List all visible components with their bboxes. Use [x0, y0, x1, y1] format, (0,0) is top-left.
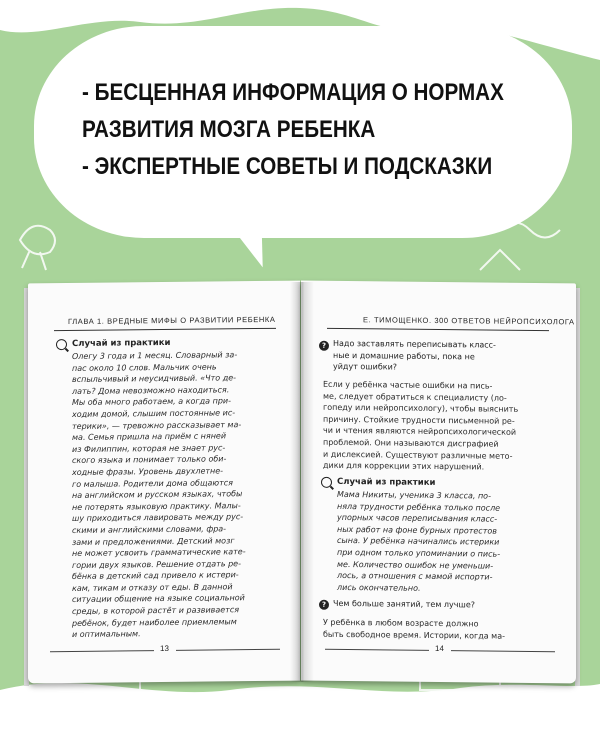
- text-line: причину. Стойкие трудности письменной ре-: [323, 414, 515, 426]
- text-line: ходные фразы. Уровень двухлетне-: [72, 466, 224, 477]
- text-line: лось, а отношения с мамой испорти-: [337, 571, 493, 582]
- text-line: У ребёнка в любом возрасте должно: [323, 617, 479, 629]
- right-page-number: 14: [435, 643, 444, 654]
- right-page-footer: [325, 643, 555, 657]
- text-line: шу приходиться лавировать между рус-: [72, 512, 244, 524]
- footer-rule: [325, 649, 429, 651]
- text-line: ме, следует обратиться к специалисту (ло-: [323, 391, 507, 403]
- text-line: гопеду или нейропсихологу), чтобы выяснить: [323, 402, 519, 415]
- text-line: ма. Семья пришла на приём с няней: [72, 431, 227, 443]
- text-line: ходим домой, слышим постоянные ис-: [72, 408, 236, 419]
- text-line: из Филиппин, которая не знает рус-: [72, 443, 226, 454]
- text-line: терики», — тревожно рассказывает ма-: [72, 419, 242, 431]
- text-line: ные и домашние работы, пока не: [333, 350, 475, 361]
- text-line: пас около 10 слов. Мальчик очень: [72, 362, 217, 373]
- text-line: Если у ребёнка частые ошибки на пись-: [323, 379, 493, 391]
- bubble-line-1: - БЕСЦЕННАЯ ИНФОРМАЦИЯ О НОРМАХ: [82, 79, 504, 106]
- right-running-head: Е. ТИМОЩЕНКО. 300 ОТВЕТОВ НЕЙРОПСИХОЛОГА: [363, 315, 575, 327]
- text-line: и дислексией. Существуют различные мето-: [323, 449, 513, 461]
- text-line: скими и английскими словами, фра-: [72, 524, 227, 535]
- text-line: среды, в которой растёт и развивается: [72, 605, 240, 617]
- text-line: быть свободное время. Истории, когда ма-: [323, 629, 506, 641]
- text-line: лись окончательно.: [337, 582, 421, 593]
- text-line: чи и чтения являются нейропсихологической: [323, 426, 517, 438]
- magnifier-icon: [321, 477, 332, 488]
- text-line: лать? Дома невозможно находиться.: [72, 385, 230, 396]
- bubble-headline: [82, 74, 504, 185]
- open-book: [28, 282, 576, 682]
- text-line: уйдут ошибки?: [333, 362, 398, 372]
- text-line: кам, тикам и отказу от еды. В данной: [72, 582, 233, 593]
- text-line: при одном только упоминании о пись-: [337, 547, 501, 559]
- text-line: на английском и русском языках, чтобы: [72, 489, 243, 501]
- text-line: бёнка в детский сад привело к истери-: [72, 570, 239, 582]
- right-answer-1: [323, 379, 547, 474]
- text-line: зами и предложениями. Детский мозг: [72, 535, 235, 547]
- footer-rule: [50, 650, 154, 652]
- right-page: [301, 281, 576, 684]
- right-header-rule: [327, 328, 549, 331]
- text-line: Мы оба много работаем, а когда при-: [72, 396, 231, 408]
- text-line: Надо заставлять переписывать класс-: [333, 338, 496, 350]
- question-icon: ?: [319, 600, 329, 610]
- text-line: дики для коррекции этих нарушений.: [323, 460, 485, 472]
- right-case-text: [337, 489, 547, 596]
- text-line: няла трудности ребёнка только после: [337, 501, 501, 513]
- book-gutter: [290, 282, 314, 682]
- text-line: сына. У ребёнка начинались истерики: [337, 536, 500, 548]
- left-header-rule: [54, 328, 276, 331]
- left-page-footer: [50, 643, 280, 657]
- text-line: гории двух языков. Решение отдать ре-: [72, 558, 241, 570]
- left-case-text: [72, 349, 278, 641]
- left-page-number: 13: [160, 643, 169, 654]
- left-running-head: ГЛАВА 1. ВРЕДНЫЕ МИФЫ О РАЗВИТИИ РЕБЕНКА: [68, 314, 276, 327]
- magnifier-icon: [56, 339, 67, 350]
- text-line: го малыша. Родители дома общаются: [72, 477, 233, 489]
- text-line: ребёнок, будет наиболее приемлемым: [72, 616, 237, 628]
- text-line: ситуации общение на языке социальной: [72, 593, 245, 605]
- text-line: вспыльчивый и неусидчивый. «Что де-: [72, 373, 237, 385]
- left-case-title: Случай из практики: [72, 337, 171, 349]
- speech-bubble-tail: [213, 197, 270, 273]
- right-answer-2: [323, 617, 547, 643]
- text-line: ных работ на фоне бурных протестов: [337, 524, 497, 536]
- text-line: и оптимальным.: [72, 629, 141, 640]
- text-line: упорных часов переписывания класс-: [337, 513, 498, 524]
- question-icon: ?: [319, 341, 329, 351]
- footer-rule: [176, 649, 280, 651]
- text-line: не потерять языковую практику. Малы-: [72, 500, 241, 512]
- text-line: ме. Количество ошибок не уменьши-: [337, 559, 494, 571]
- text-line: Олегу 3 года и 1 месяц. Словарный за-: [72, 350, 238, 361]
- footer-rule: [451, 650, 555, 652]
- right-question-2: Чем больше занятий, тем лучше?: [333, 598, 475, 610]
- text-line: Мама Никиты, ученика 3 класса, по-: [337, 489, 491, 501]
- bubble-line-3: - ЭКСПЕРТНЫЕ СОВЕТЫ И ПОДСКАЗКИ: [82, 153, 493, 180]
- right-case-title: Случай из практики: [337, 476, 436, 488]
- bubble-line-2: РАЗВИТИЯ МОЗГА РЕБЕНКА: [82, 116, 376, 143]
- right-question-1: [333, 338, 547, 375]
- text-line: ского языка и понимает только оби-: [72, 454, 227, 466]
- text-line: проблемой. Они называются дисграфией: [323, 437, 499, 449]
- text-line: не может усвоить грамматические кате-: [72, 547, 246, 559]
- left-page: [28, 281, 300, 684]
